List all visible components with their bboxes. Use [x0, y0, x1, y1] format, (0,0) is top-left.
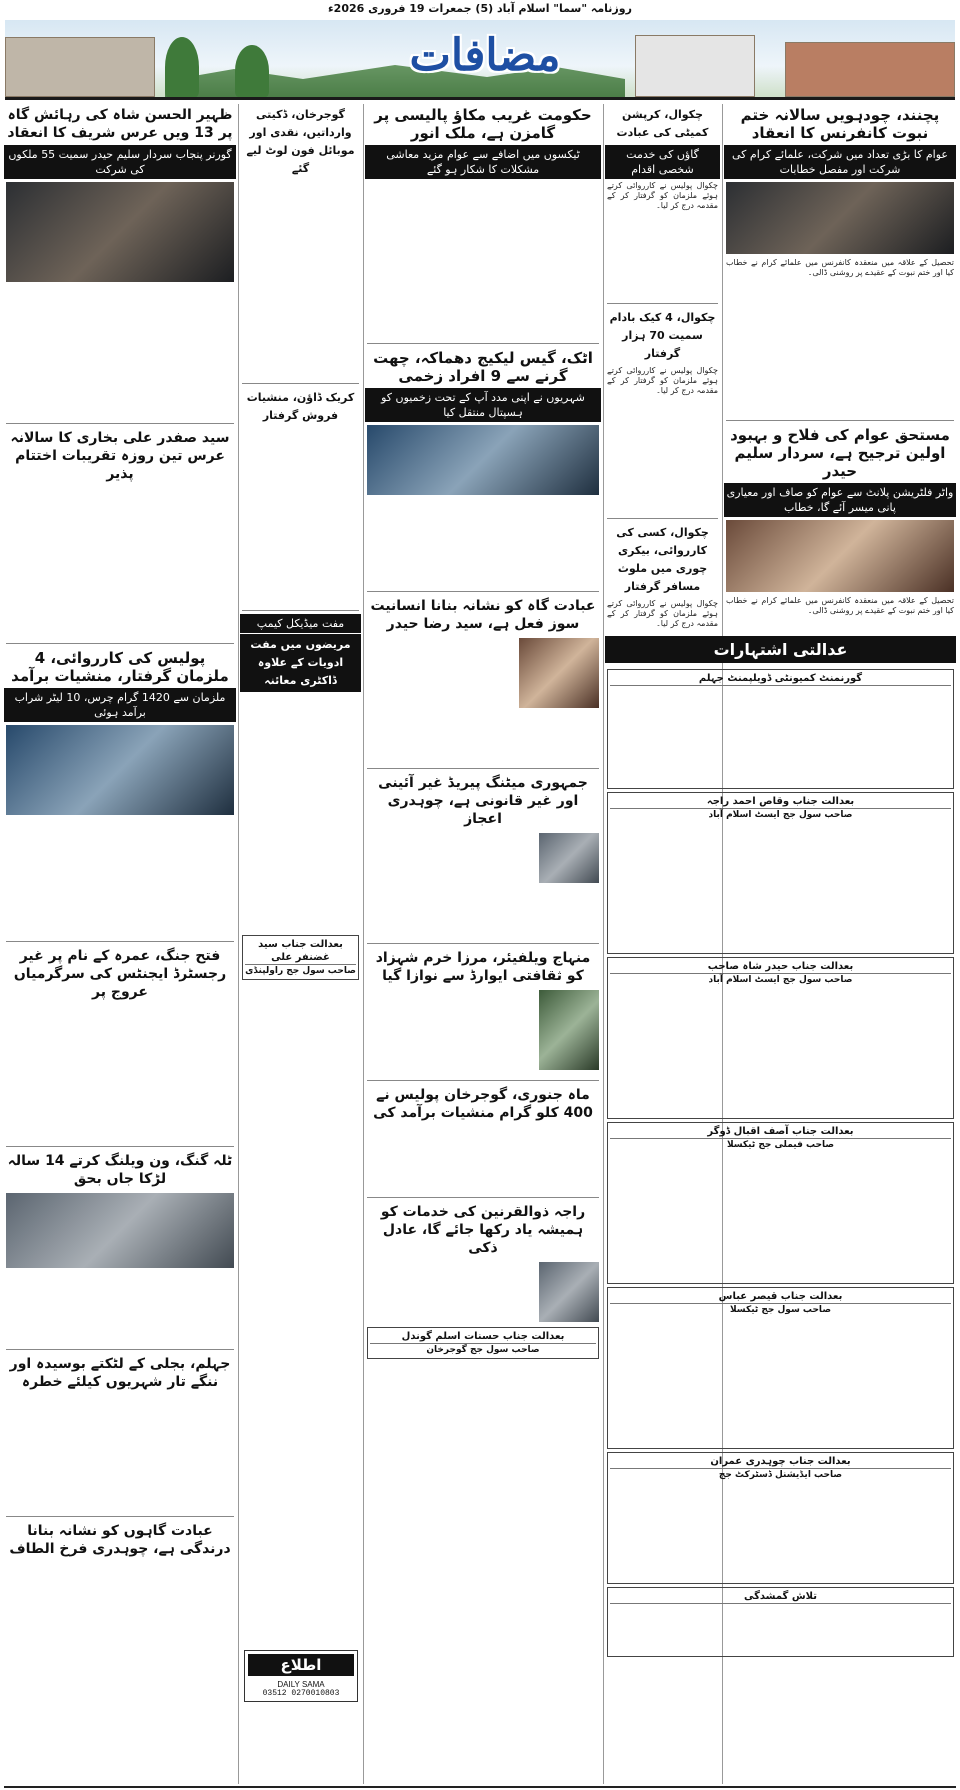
article-body [240, 427, 361, 607]
subheadline: مفت میڈیکل کیمپ [240, 614, 361, 633]
article-body [4, 285, 236, 420]
article-body [365, 1124, 601, 1194]
article-body [4, 485, 236, 640]
court-notice [607, 1122, 954, 1284]
column-a [724, 104, 956, 665]
headline: پچنند، چودہویں سالانہ ختم نبوت کانفرنس کا انعقاد [740, 106, 940, 142]
article-body [365, 180, 601, 340]
news-photo [6, 182, 234, 282]
masthead-building [5, 37, 155, 97]
headline: مستحق عوام کی فلاح و بہبود اولین ترجیح ہے، سردار سلیم حیدر [730, 426, 950, 480]
headline: گوجرخان، ڈکیتی وارداتیں، نقدی اور موبائل فون لوٹ لیے گئے [246, 108, 355, 175]
column-b [605, 104, 720, 668]
court-notice [607, 669, 954, 789]
article-body: چکوال پولیس نے کارروائی کرتے ہوئے ملزمان کو گرفتار کر کے مقدمہ درج کر لیا۔ [607, 181, 718, 210]
headline: ماہ جنوری، گوجرخان پولیس نے 400 کلو گرام منشیات برآمد کی [373, 1087, 593, 1121]
court-title: بعدالت جناب قیصر عباس [610, 1290, 951, 1304]
court-subtitle: صاحب ایڈیشنل ڈسٹرکٹ جج [718, 1470, 843, 1480]
subheadline: ملزمان سے 1420 گرام چرس، 10 لیٹر شراب برآمد ہوئی [4, 688, 236, 722]
court-title: تلاش گمشدگی [610, 1590, 951, 1604]
headline: جہلم، بجلی کے لٹکتے بوسیدہ اور ننگے تار شہریوں کیلئے خطرہ [9, 1356, 231, 1390]
subheadline: گاؤں کی خدمت شخصی اقدام [605, 145, 720, 179]
headline: ٹلہ گنگ، ون ویلنگ کرتے 14 سالہ لڑکا جاں بحق [7, 1153, 233, 1187]
article-body [4, 1003, 236, 1143]
bottom-rule [4, 1786, 956, 1788]
headline: چکوال، کسی کی کارروائی، بیکری چوری میں ملوث مسافر گرفتار [616, 526, 709, 593]
headline: کریک ڈاؤن، منشیات فروش گرفتار [246, 391, 355, 422]
court-notice [607, 1452, 954, 1584]
court-title: بعدالت جناب سید غضنفر علی [245, 938, 356, 965]
subheadline: عوام کا بڑی تعداد میں شرکت، علمائے کرام کی شرکت اور مفصل خطابات [724, 145, 956, 179]
notice-label: اطلاع [248, 1654, 354, 1676]
divider [242, 610, 359, 611]
court-subtitle: صاحب سول جج ٹیکسلا [729, 1305, 832, 1315]
headline: چکوال، 4 کیک بادام سمیت 70 ہزار گرفتار [609, 311, 716, 360]
court-title: بعدالت جناب وقاص احمد راجہ [610, 795, 951, 809]
court-subtitle: صاحب سول جج گوجرخان [426, 1345, 540, 1355]
court-title: گورنمنٹ کمیونٹی ڈویلپمنٹ جہلم [610, 672, 951, 686]
headline: سید صفدر علی بخاری کا سالانہ عرس تین روزہ تقریبات اختتام پذیر [10, 430, 230, 482]
news-photo [6, 1193, 234, 1268]
court-notice [607, 792, 954, 954]
divider [607, 518, 718, 519]
article-body [240, 692, 361, 932]
court-title: بعدالت جناب حیدر شاہ صاحب [610, 960, 951, 974]
headline: مریضوں میں مفت ادویات کے علاوہ ڈاکٹری معائنہ [240, 634, 361, 692]
article-body [4, 1393, 236, 1513]
article-body: تحصیل کے علاقہ میں منعقدہ کانفرنس میں علمائے کرام نے خطاب کیا اور ختم نبوت کے عقیدے پر روشنی ڈالی۔ [726, 596, 954, 615]
article-body [365, 498, 601, 588]
court-title: بعدالت جناب آصف اقبال ڈوگر [610, 1125, 951, 1139]
subheadline: ٹیکسوں میں اضافے سے عوام مزید معاشی مشکلات کا شکار ہو گئے [365, 145, 601, 179]
court-subtitle: صاحب فیملی جج ٹیکسلا [726, 1140, 835, 1150]
divider [607, 303, 718, 304]
court-subtitle: صاحب سول جج ایسٹ اسلام آباد [708, 810, 853, 820]
article-body: چکوال پولیس نے کارروائی کرتے ہوئے ملزمان کو گرفتار کر کے مقدمہ درج کر لیا۔ [607, 366, 718, 395]
divider [6, 643, 234, 644]
column-d [240, 104, 361, 983]
subheadline: گورنر پنجاب سردار سلیم حیدر سمیت 55 ملکوں کی شرکت [4, 145, 236, 179]
notice-body [610, 986, 951, 1116]
column-e [4, 104, 236, 1620]
headline: اٹک، گیس لیکیج دھماکہ، چھت گرنے سے 9 افراد زخمی [373, 349, 593, 385]
headline: چکوال، کرپشن کمیٹی کی عبادت [616, 108, 709, 139]
masthead-tree [235, 45, 269, 97]
article-body: چکوال پولیس نے کارروائی کرتے ہوئے ملزمان کو گرفتار کر کے مقدمہ درج کر لیا۔ [607, 599, 718, 628]
court-ads-banner: عدالتی اشتہارات [605, 636, 956, 663]
court-subtitle: صاحب سول جج راولپنڈی [245, 966, 356, 976]
portrait-photo [539, 833, 599, 883]
masthead-tree [165, 37, 199, 97]
column-divider [238, 104, 239, 1784]
divider [6, 1349, 234, 1350]
notice-brand: DAILY SAMA [277, 1680, 325, 1689]
court-title: بعدالت جناب چوہدری عمران [610, 1455, 951, 1469]
masthead [5, 20, 955, 100]
headline: عبادت گاہوں کو نشانہ بنانا درندگی ہے، چوہدری فرخ الطاف [9, 1523, 231, 1557]
column-divider [363, 104, 364, 1784]
headline: جمہوری میٹنگ پیریڈ غیر آئینی اور غیر قانونی ہے، چوہدری اعجاز [378, 775, 588, 827]
notice-body [610, 1316, 951, 1446]
divider [6, 1146, 234, 1147]
headline: فتح جنگ، عمرہ کے نام پر غیر رجسٹرڈ ایجنٹس کی سرگرمیاں عروج پر [13, 948, 227, 1000]
divider [6, 423, 234, 424]
divider [367, 768, 599, 769]
divider [6, 941, 234, 942]
portrait-photo [539, 990, 599, 1070]
article-body [4, 1271, 236, 1346]
dateline: روزنامہ "سما" اسلام آباد (5) جمعرات 19 فروری 2026ء [328, 2, 632, 15]
notice-phone: 03512 0270010803 [262, 1689, 340, 1698]
court-notice [607, 957, 954, 1119]
divider [367, 1080, 599, 1081]
divider [242, 383, 359, 384]
article-body [4, 1560, 236, 1620]
court-subtitle: صاحب سول جج ایسٹ اسلام آباد [708, 975, 853, 985]
subheadline: شہریوں نے اپنی مدد آپ کے تحت زخمیوں کو ہسپتال منتقل کیا [365, 388, 601, 422]
headline: عبادت گاہ کو نشانہ بنانا انسانیت سوز فعل ہے، سید رضا حیدر [370, 598, 596, 632]
divider [367, 1197, 599, 1198]
divider [6, 1516, 234, 1517]
info-notice-box [244, 1650, 358, 1702]
masthead-building [635, 35, 755, 97]
article-body: تحصیل کے علاقہ میں منعقدہ کانفرنس میں علمائے کرام نے خطاب کیا اور ختم نبوت کے عقیدے پر روشنی ڈالی۔ [726, 258, 954, 277]
divider [726, 420, 954, 421]
article-body [240, 180, 361, 380]
masthead-building [785, 42, 955, 97]
notice-body [610, 1604, 951, 1654]
news-photo [726, 520, 954, 592]
court-title: بعدالت جناب حسنات اسلم گوندل [370, 1330, 596, 1344]
divider [367, 343, 599, 344]
notice-body [610, 1481, 951, 1581]
court-notice [367, 1327, 599, 1359]
divider [367, 591, 599, 592]
notice-body [610, 1151, 951, 1281]
column-divider [603, 104, 604, 1784]
headline: منہاج ویلفیئر، مرزا خرم شہزاد کو ثقافتی ایوارڈ سے نوازا گیا [375, 950, 591, 984]
court-notice [607, 1287, 954, 1449]
court-notice [607, 1587, 954, 1657]
court-ads-area [605, 666, 956, 1776]
news-photo [6, 725, 234, 815]
divider [367, 943, 599, 944]
news-photo [367, 425, 599, 495]
section-title: مضافات [409, 30, 561, 81]
portrait-photo [519, 638, 599, 708]
notice-body [610, 821, 951, 951]
headline: حکومت غریب مکاؤ پالیسی پر گامزن ہے، ملک انور [374, 106, 592, 142]
portrait-photo [539, 1262, 599, 1322]
notice-body [610, 686, 951, 786]
news-photo [726, 182, 954, 254]
article-body [4, 818, 236, 938]
subheadline: واٹر فلٹریشن پلانٹ سے عوام کو صاف اور معیاری پانی میسر آئے گا، خطاب [724, 483, 956, 517]
headline: پولیس کی کارروائی، 4 ملزمان گرفتار، منشیات برآمد [11, 649, 229, 685]
headline: راجہ ذوالقرنین کی خدمات کو ہمیشہ یاد رکھا جائے گا، عادل ذکی [380, 1204, 586, 1256]
court-notice [242, 935, 359, 980]
headline: ظہیر الحسن شاہ کی رہائش گاہ پر 13 ویں عرس شریف کا انعقاد [7, 107, 233, 141]
column-c [365, 104, 601, 1362]
